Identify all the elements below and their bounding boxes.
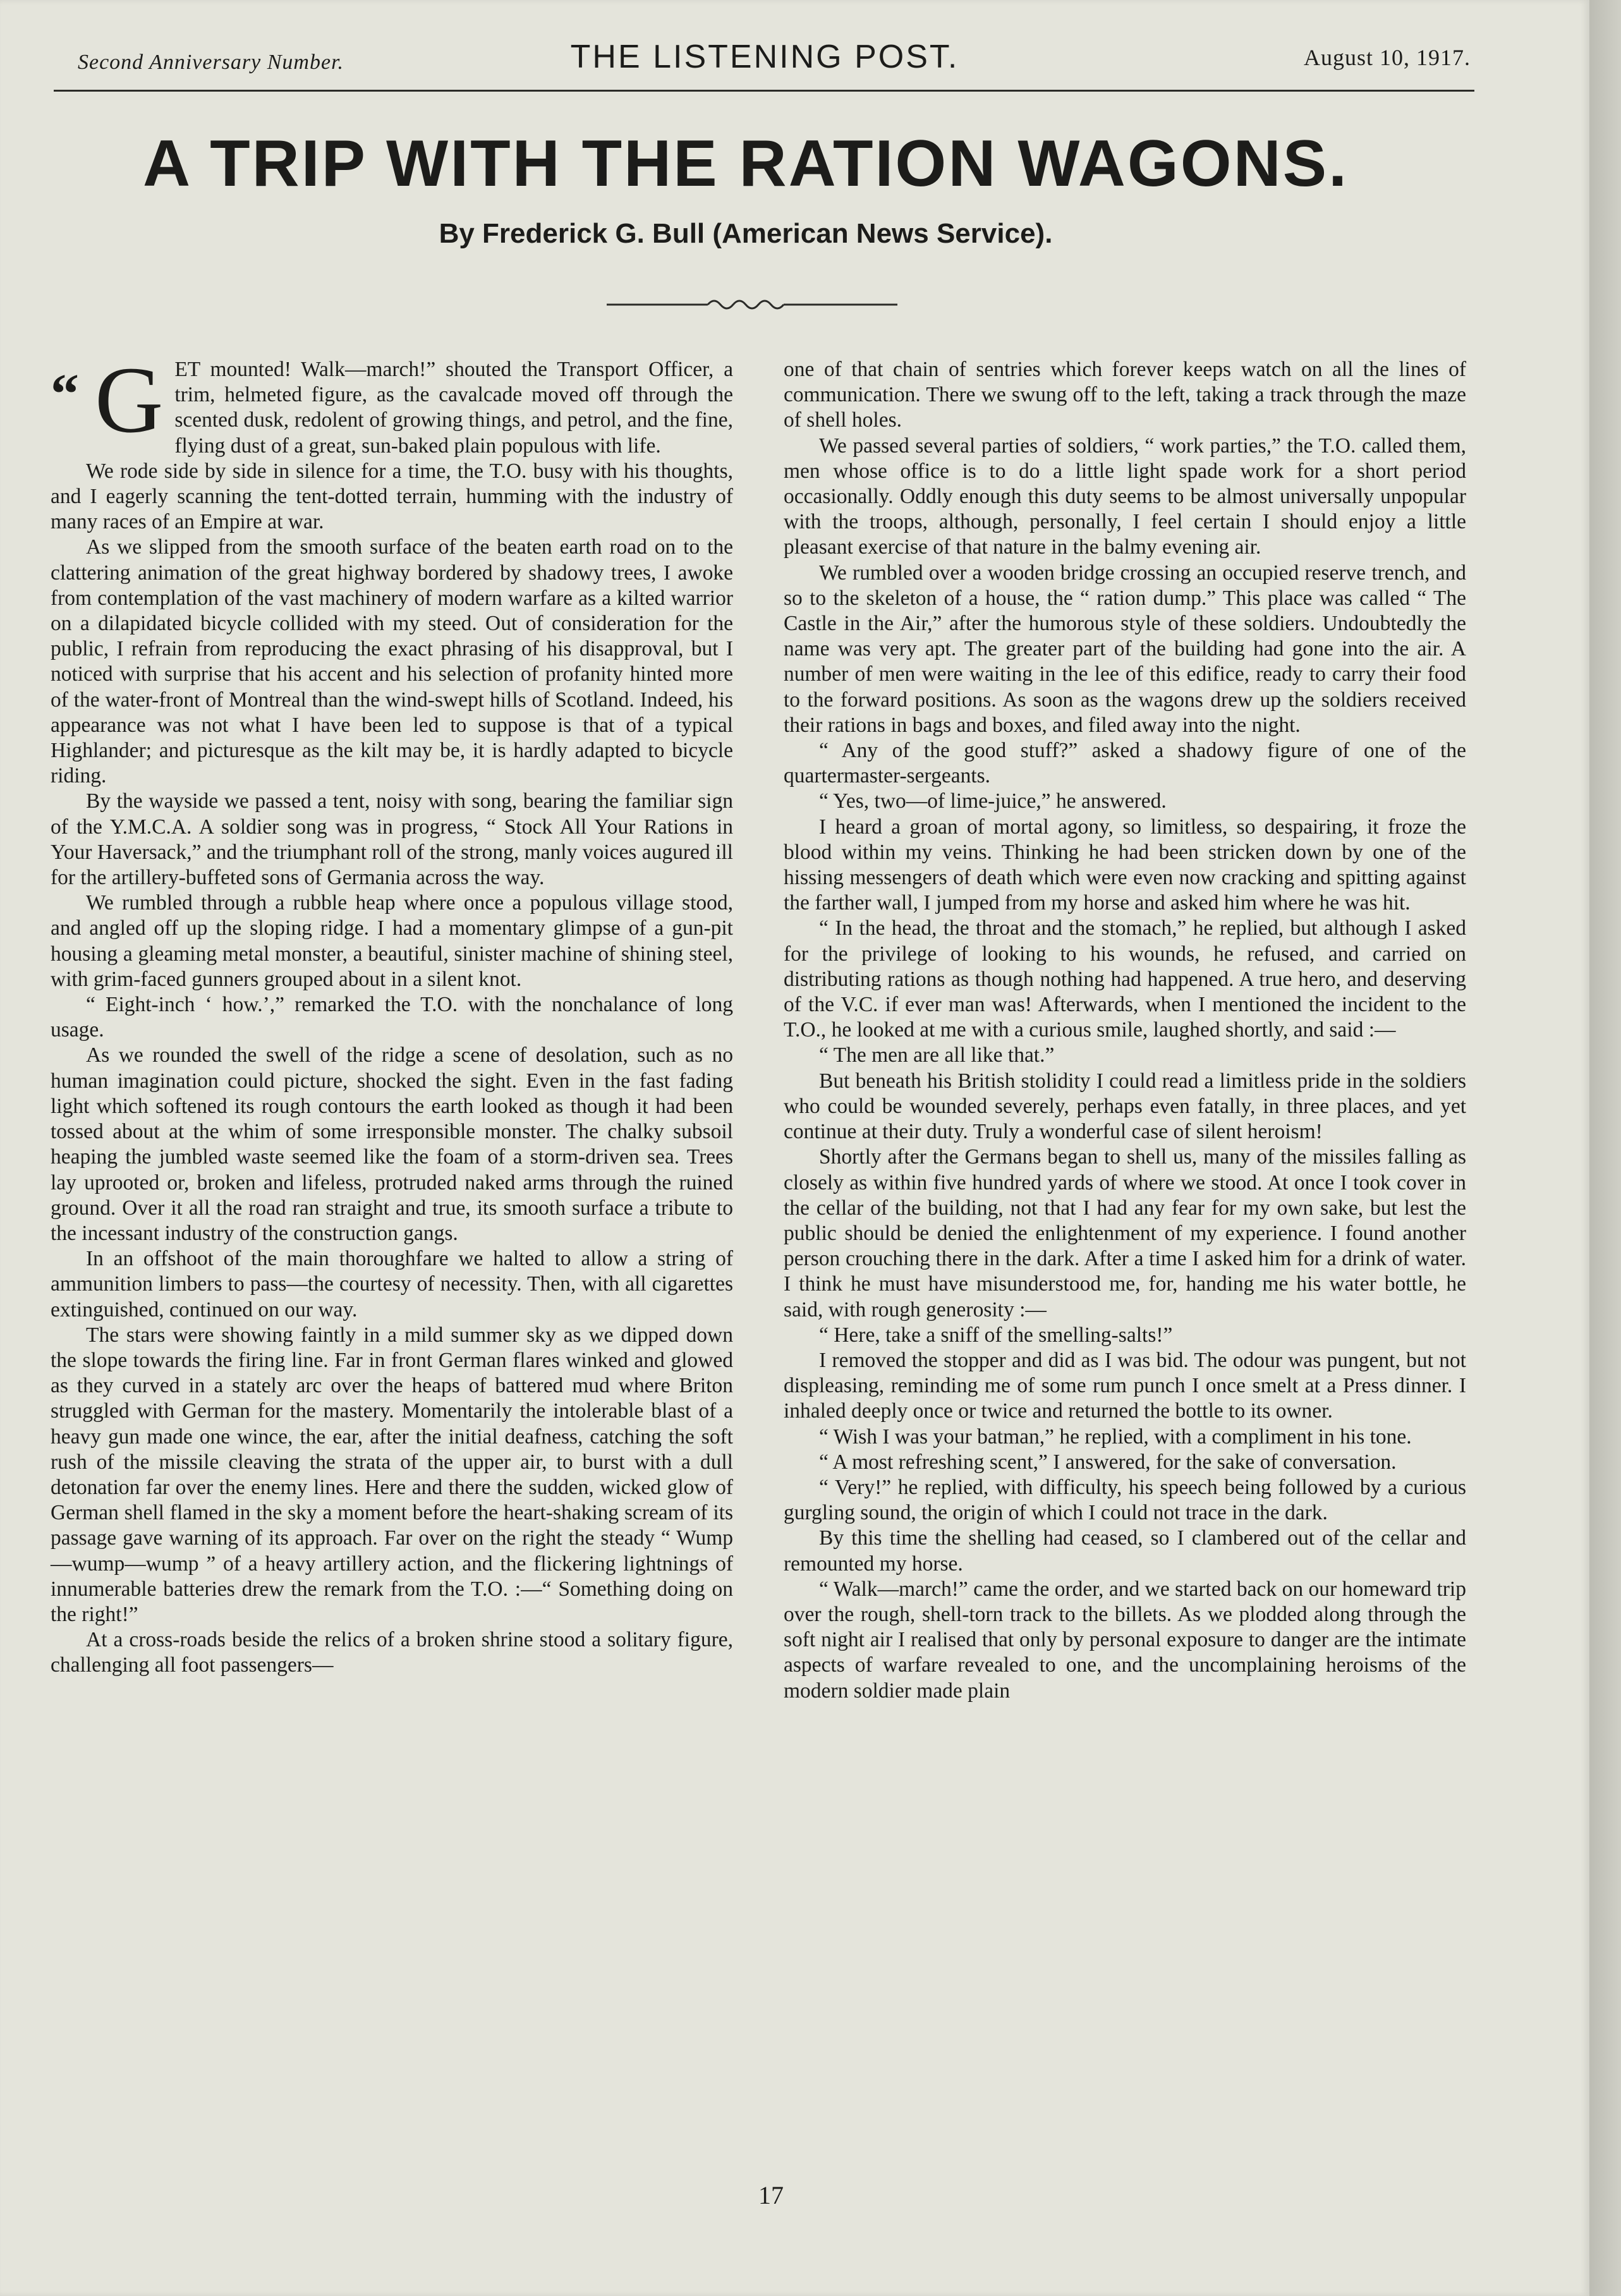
paragraph: I heard a groan of mortal agony, so limitless, so despairing, it froze the blood within my veins. Thinking he had been stricken down by one of the hissing messengers of death which were even now cracking and spitting against the farther wall, I jumped from my horse and asked him where he was hit. bbox=[784, 815, 1466, 915]
paragraph: “ Eight-inch ‘ how.’,” remarked the T.O. with the nonchalance of long usage. bbox=[51, 993, 733, 1042]
paragraph: “ Very!” he replied, with difficulty, his speech being followed by a curious gurgling sound, the origin of which I could not trace in the dark. bbox=[784, 1475, 1466, 1525]
paragraph: I removed the stopper and did as I was bid. The odour was pungent, but not displeasing, reminding me of some rum punch I once smelt at a Press dinner. I inhaled deeply once or twice and returned the bottle to its owner. bbox=[784, 1348, 1466, 1423]
paragraph: We rumbled over a wooden bridge crossing an occupied reserve trench, and so to the skeleton of a house, the “ ration dump.” This place was called “ The Castle in the Air,” after the humorous style of these soldiers. Undoubtedly the name was very apt. The greater part of the building had gone into the air. A number of men were waiting in the lee of this edifice, ready to carry their food to the forward positions. As soon as the wagons drew up the soldiers received their rations in bags and boxes, and filed away into the night. bbox=[784, 561, 1466, 737]
paragraph: “ The men are all like that.” bbox=[819, 1043, 1055, 1067]
paragraph: By the wayside we passed a tent, noisy with song, bearing the familiar sign of the Y.M.C.A. A soldier song was in progress, “ Stock All Your Rations in Your Haversack,” and the triumphant roll of the strong, manly voices augured ill for the artillery-buffeted sons of Germania across the way. bbox=[51, 789, 733, 890]
paragraph: As we slipped from the smooth surface of the beaten earth road on to the clattering animation of the great highway bordered by shadowy trees, I awoke from contemplation of the vast machinery of modern warfare as a kilted warrior on a dilapidated bicycle collided with my steed. Out of consideration for the public, I refrain from reproducing the exact phrasing of his disapproval, but I noticed with surprise that his accent and his selection of profanity hinted more of the water-front of Montreal than the wind-swept hills of Scotland. Indeed, his appearance was not what I have been led to suppose is that of a typical Highlander; and picturesque as the kilt may be, it is hardly adapted to bicycle riding. bbox=[51, 535, 733, 788]
running-head bbox=[54, 37, 1476, 87]
paragraph: “ Here, take a sniff of the smelling-salts!” bbox=[819, 1323, 1173, 1347]
paragraph: At a cross-roads beside the relics of a broken shrine stood a solitary figure, challenging all foot passengers— bbox=[51, 1628, 733, 1677]
issue-date: August 10, 1917. bbox=[1303, 45, 1471, 70]
paragraph: “ A most refreshing scent,” I answered, for the sake of conversation. bbox=[819, 1450, 1397, 1474]
paragraph: Shortly after the Germans began to shell us, many of the missiles falling as closely as within five hundred yards of where we stood. At once I took cover in the cellar of the building, not that I had any fear for my own sake, but lest the public should be denied the enlightenment of my experience. I found another person crouching there in the dark. After a time I asked him for a drink of water. I think he must have misunderstood me, for, handing me his water bottle, he said, with rough generosity :— bbox=[784, 1145, 1466, 1321]
opening-quote-mark: “ bbox=[51, 363, 79, 425]
publication-title: THE LISTENING POST. bbox=[570, 39, 959, 75]
article-headline: A TRIP WITH THE RATION WAGONS. bbox=[142, 127, 1349, 200]
issue-label: Second Anniversary Number. bbox=[78, 51, 344, 74]
page-number: 17 bbox=[758, 2181, 784, 2209]
paragraph: “ Walk—march!” came the order, and we started back on our homeward trip over the rough, shell-torn track to the billets. As we plodded along through the soft night air I realised that only by personal exposure to danger are the intimate aspects of warfare revealed to one, and the uncomplaining heroisms of the modern soldier made plain bbox=[784, 1577, 1466, 1703]
drop-cap: G bbox=[95, 348, 164, 453]
page-edge bbox=[1589, 0, 1621, 2296]
paragraph: In an offshoot of the main thoroughfare we halted to allow a string of ammunition limbers to pass—the courtesy of necessity. Then, with all cigarettes extinguished, continued on our way. bbox=[51, 1247, 733, 1321]
header-rule bbox=[54, 90, 1474, 92]
article-column-left bbox=[51, 348, 733, 1679]
paragraph-text: ET mounted! Walk—march!” shouted the Transport Officer, a trim, helmeted figure, as the cavalcade moved off through the scented dusk, redolent of growing things, and petrol, and the fine, flying dust of a great, sun-baked plain populous with life. bbox=[174, 358, 733, 458]
paragraph: We rode side by side in silence for a time, the T.O. busy with his thoughts, and I eagerly scanning the tent-dotted terrain, humming with the industry of many races of an Empire at war. bbox=[51, 459, 733, 534]
article-byline: By Frederick G. Bull (American News Service). bbox=[439, 218, 1053, 249]
paragraph: We passed several parties of soldiers, “ work parties,” the T.O. called them, men whose office is to do a little light spade work for a short period occasionally. Oddly enough this duty seems to be almost universally unpopular with the troops, although, personally, I feel certain I should enjoy a little pleasant exercise of that nature in the balmy evening air. bbox=[784, 434, 1466, 559]
paragraph: “ Yes, two—of lime-juice,” he answered. bbox=[819, 789, 1167, 813]
paragraph: But beneath his British stolidity I could read a limitless pride in the soldiers who could be wounded severely, perhaps even fatally, in three places, and yet continue at their duty. Truly a wonderful case of silent heroism! bbox=[784, 1069, 1466, 1144]
paragraph: “ Any of the good stuff?” asked a shadowy figure of one of the quartermaster-sergeants. bbox=[784, 739, 1466, 788]
ornament-divider bbox=[607, 292, 897, 317]
paragraph: The stars were showing faintly in a mild summer sky as we dipped down the slope towards the firing line. Far in front German flares winked and glowed as they curved in a stately arc over the heaps of battered mud where Briton struggled with German for the mastery. Momentarily the intolerable blast of a heavy gun made one wince, the ear, after the initial deafness, catching the soft rush of the missile cleaving the strata of the upper air, to burst with a dull detonation far over the enemy lines. Here and there the sudden, wicked glow of German shell flamed in the sky a moment before the heart-shaking scream of its passage gave warning of its approach. Far over on the right the steady “ Wump—wump—wump ” of a heavy artillery action, and the flickering lightnings of innumerable batteries drew the remark from the T.O. :—“ Something doing on the right!” bbox=[51, 1323, 733, 1626]
paragraph: one of that chain of sentries which forever keeps watch on all the lines of communication. There we swung off to the left, taking a track through the maze of shell holes. bbox=[784, 358, 1466, 432]
paragraph: As we rounded the swell of the ridge a scene of desolation, such as no human imagination could picture, shocked the sight. Even in the fast fading light which softened its rough contours the earth looked as though it had been tossed about at the whim of some irresponsible monster. The chalky subsoil heaping the jumbled waste seemed like the foam of a storm-driven sea. Trees lay uprooted or, broken and lifeless, protruded naked arms through the ruined ground. Over it all the road ran straight and true, its smooth surface a tribute to the incessant industry of the construction gangs. bbox=[51, 1043, 733, 1245]
paragraph: By this time the shelling had ceased, so I clambered out of the cellar and remounted my horse. bbox=[784, 1526, 1466, 1576]
paragraph: We rumbled through a rubble heap where once a populous village stood, and angled off up the sloping ridge. I had a momentary glimpse of a gun-pit housing a gleaming metal monster, a beautiful, sinister machine of shining steel, with grim-faced gunners grouped about in a silent knot. bbox=[51, 891, 733, 991]
paragraph: “ In the head, the throat and the stomach,” he replied, but although I asked for the privilege of looking to his wounds, he refused, and carried on distributing rations as though nothing had happened. A true hero, and deserving of the V.C. if ever man was! Afterwards, when I mentioned the incident to the T.O., he looked at me with a curious smile, laughed shortly, and said :— bbox=[784, 916, 1466, 1042]
paragraph bbox=[51, 348, 733, 459]
paragraph: “ Wish I was your batman,” he replied, with a compliment in his tone. bbox=[819, 1424, 1412, 1449]
article-column-right bbox=[784, 357, 1466, 1704]
